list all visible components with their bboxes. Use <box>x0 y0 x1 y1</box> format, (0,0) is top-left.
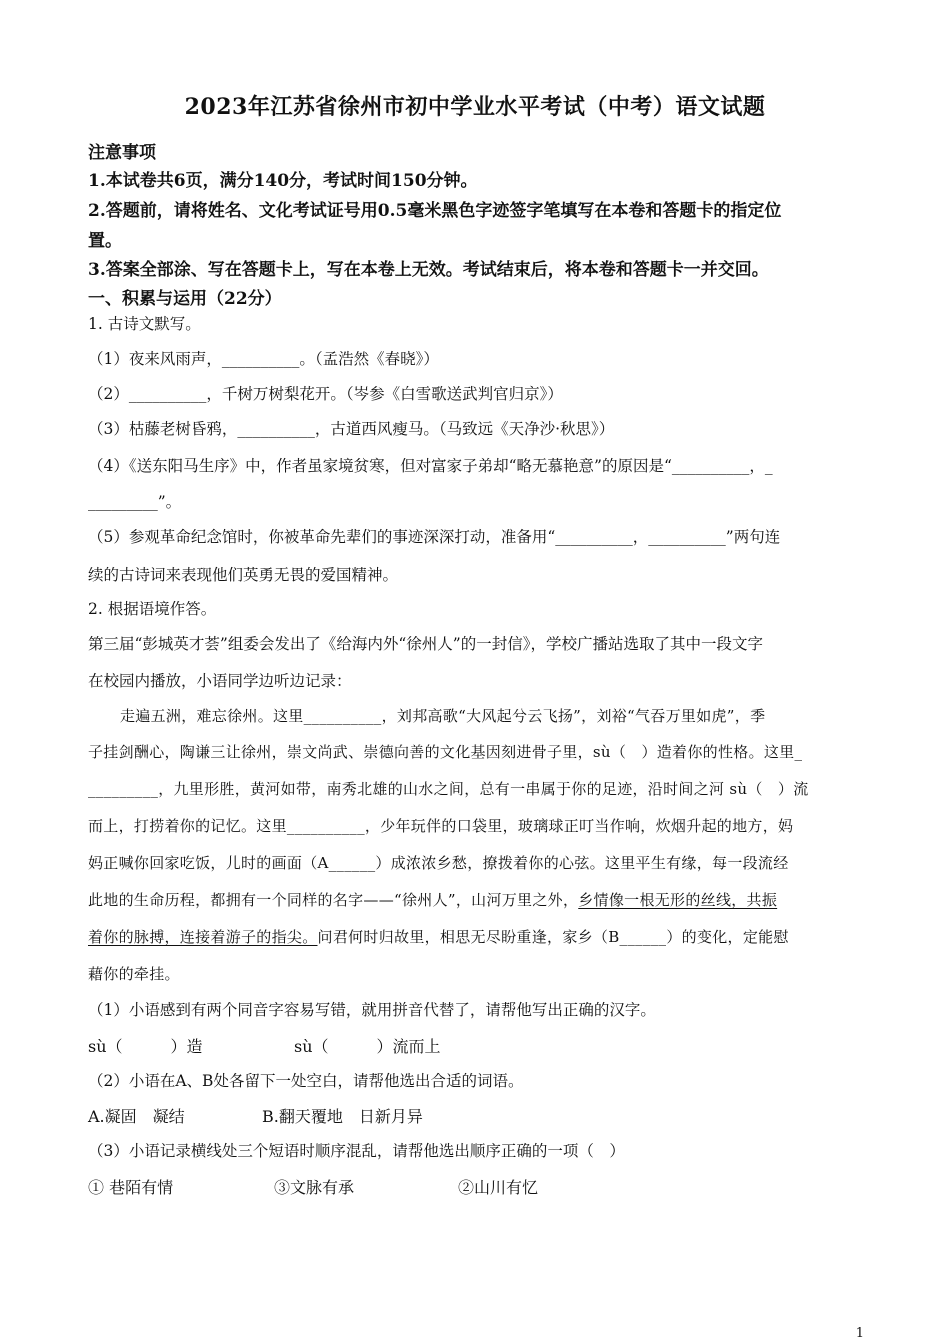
page-number: 1 <box>855 1326 864 1341</box>
q1-heading: 1. 古诗文默写。 <box>88 315 201 333</box>
passage-line-3: _________，九里形胜，黄河如带，南秀北雄的山水之间，总有一串属于你的足迹，沿时间之河 sù（ ）流 <box>88 780 809 798</box>
q1-item-4: （4）《送东阳马生序》中，作者虽家境贫寒，但对富家子弟却“略无慕艳意”的原因是“__________，_ <box>88 457 773 475</box>
notice-heading: 注意事项 <box>88 143 156 163</box>
passage-line-4: 而上，打捞着你的记忆。这里__________，少年玩伴的口袋里，玻璃球正叮当作响，炊烟升起的地方，妈 <box>88 817 794 835</box>
q2-sub-2: （2）小语在A、B处各留下一处空白，请帮他选出合适的词语。 <box>88 1072 524 1090</box>
q1-item-2: （2）__________，千树万树梨花开。（岑参《白雪歌送武判官归京》） <box>88 385 563 403</box>
q1-item-4-cont: _________”。 <box>88 493 182 511</box>
section-heading: 一、积累与运用（22分） <box>88 289 282 309</box>
notice-item-1: 1.本试卷共6页，满分140分，考试时间150分钟。 <box>88 171 478 191</box>
q2-intro: 第三届“彭城英才荟”组委会发出了《给海内外“徐州人”的一封信》，学校广播站选取了其中一段文字 <box>88 635 763 653</box>
q1-item-3: （3）枯藤老树昏鸦，__________，古道西风瘦马。（马致远《天净沙·秋思》） <box>88 420 615 438</box>
passage-text: 此地的生命历程，都拥有一个同样的名字——“徐州人”，山河万里之外， <box>88 891 579 909</box>
q2-sub-3-option-2: ②山川有忆 <box>458 1178 539 1197</box>
passage-line-7 <box>88 926 789 947</box>
passage-line-2: 子挂剑酬心，陶谦三让徐州，崇文尚武、崇德向善的文化基因刻进骨子里，sù（ ）造着你的性格。这里_ <box>88 743 803 761</box>
notice-item-3: 3.答案全部涂、写在答题卡上，写在本卷上无效。考试结束后，将本卷和答题卡一并交回。 <box>88 260 769 280</box>
passage-line-1: 走遍五洲，难忘徐州。这里__________，刘邦高歌“大风起兮云飞扬”，刘裕“气吞万里如虎”，季 <box>120 707 766 725</box>
q2-intro-cont: 在校园内播放，小语同学边听边记录： <box>88 672 352 690</box>
q2-heading: 2. 根据语境作答。 <box>88 600 217 618</box>
q1-item-1: （1）夜来风雨声，__________。（孟浩然《春晓》） <box>88 350 439 368</box>
passage-line-6 <box>88 889 777 910</box>
q2-sub-3-option-1: ① 巷陌有情 <box>88 1178 174 1197</box>
q1-item-5-cont: 续的古诗词来表现他们英勇无畏的爱国精神。 <box>88 566 399 584</box>
q2-sub-3: （3）小语记录横线处三个短语时顺序混乱，请帮他选出顺序正确的一项（ ） <box>88 1142 625 1160</box>
q2-sub-1-blank-a: sù（ ）造 <box>88 1037 203 1056</box>
underlined-sentence: 乡情像一根无形的丝线，共振 <box>578 891 778 909</box>
notice-item-2-cont: 置。 <box>88 231 122 251</box>
passage-line-8: 藉你的牵挂。 <box>88 965 180 983</box>
page-title: 2023年江苏省徐州市初中学业水平考试（中考）语文试题 <box>184 94 766 120</box>
q2-sub-3-option-3: ③文脉有承 <box>274 1178 355 1197</box>
q2-sub-1: （1）小语感到有两个同音字容易写错，就用拼音代替了，请帮他写出正确的汉字。 <box>88 1001 656 1019</box>
q2-sub-2-option-a: A.凝固 凝结 <box>88 1107 185 1126</box>
passage-text: 问君何时归故里，相思无尽盼重逢，家乡（B______）的变化，定能慰 <box>317 928 789 946</box>
underlined-sentence-cont: 着你的脉搏，连接着游子的指尖。 <box>88 928 318 946</box>
q2-sub-1-blank-b: sù（ ）流而上 <box>294 1037 441 1056</box>
q2-sub-2-option-b: B.翻天覆地 日新月异 <box>262 1107 423 1126</box>
q1-item-5: （5）参观革命纪念馆时，你被革命先辈们的事迹深深打动，准备用“__________，__________”两句连 <box>88 528 781 546</box>
passage-line-5: 妈正喊你回家吃饭，儿时的画面（A______）成浓浓乡愁，撩拨着你的心弦。这里平生有缘，每一段流经 <box>88 854 789 872</box>
notice-item-2: 2.答题前，请将姓名、文化考试证号用0.5毫米黑色字迹签字笔填写在本卷和答题卡的指定位 <box>88 201 782 221</box>
